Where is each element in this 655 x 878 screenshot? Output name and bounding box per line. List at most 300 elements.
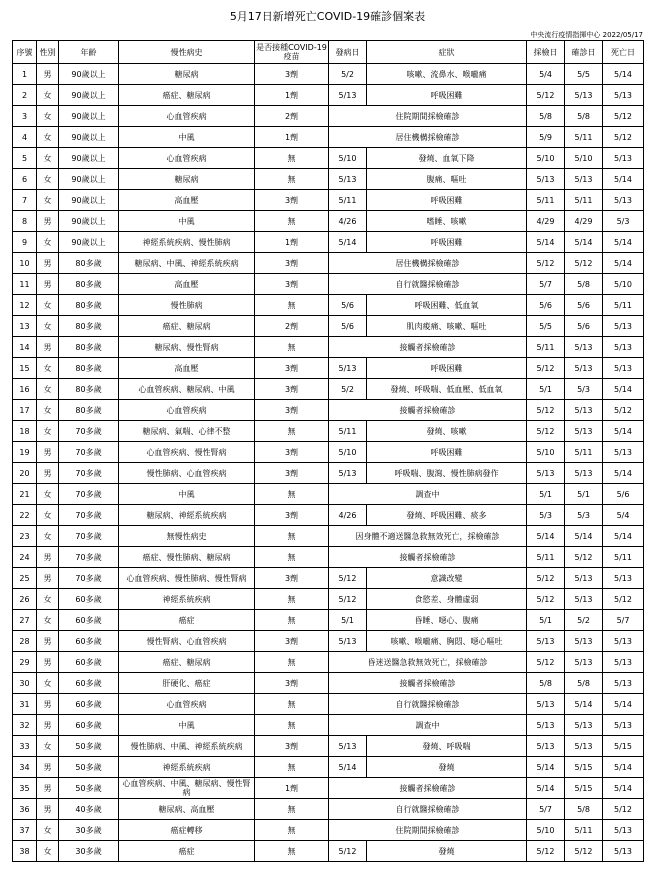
table-cell: 嗜睡、咳嗽 (367, 211, 527, 232)
table-row (13, 757, 644, 778)
table-cell: 3劑 (255, 568, 329, 589)
table-cell: 2劑 (255, 316, 329, 337)
table-cell: 5/14 (603, 169, 644, 190)
table-cell: 80多歲 (59, 274, 119, 295)
table-row (13, 295, 644, 316)
table-cell: 男 (37, 631, 59, 652)
table-cell: 18 (13, 421, 37, 442)
table-cell: 5/13 (565, 400, 603, 421)
table-cell: 無 (255, 841, 329, 862)
table-cell: 呼吸困難 (367, 232, 527, 253)
table-cell: 5/11 (527, 547, 565, 568)
table-cell: 5/1 (565, 484, 603, 505)
table-cell: 27 (13, 610, 37, 631)
table-cell: 中風 (119, 484, 255, 505)
table-cell: 5/8 (565, 799, 603, 820)
table-cell: 5/12 (329, 841, 367, 862)
table-cell: 3劑 (255, 673, 329, 694)
table-cell: 5/14 (603, 463, 644, 484)
table-cell: 糖尿病、氣喘、心律不整 (119, 421, 255, 442)
table-cell: 無 (255, 757, 329, 778)
table-cell: 5/3 (603, 211, 644, 232)
table-row (13, 568, 644, 589)
table-cell: 60多歲 (59, 589, 119, 610)
table-cell: 5/13 (329, 358, 367, 379)
table-cell: 5/12 (565, 841, 603, 862)
header-row (13, 41, 644, 64)
table-cell: 5/11 (565, 127, 603, 148)
table-cell: 5/13 (603, 337, 644, 358)
table-cell: 3劑 (255, 442, 329, 463)
table-row (13, 127, 644, 148)
table-cell: 70多歲 (59, 547, 119, 568)
table-row (13, 400, 644, 421)
table-cell: 5/8 (565, 274, 603, 295)
header-cell: 年齡 (59, 41, 119, 64)
table-cell: 肌肉痠痛、咳嗽、嘔吐 (367, 316, 527, 337)
table-row (13, 358, 644, 379)
table-cell: 住院期間採檢確診 (329, 820, 527, 841)
table-cell: 接觸者採檢確診 (329, 337, 527, 358)
table-cell: 糖尿病、中風、神經系統疾病 (119, 253, 255, 274)
table-cell: 調查中 (329, 484, 527, 505)
table-cell: 糖尿病 (119, 169, 255, 190)
table-cell: 5/11 (565, 820, 603, 841)
table-cell: 呼吸困難、低血氧 (367, 295, 527, 316)
table-cell: 21 (13, 484, 37, 505)
table-cell: 5/14 (603, 379, 644, 400)
table-cell: 發燒 (367, 841, 527, 862)
table-cell: 3劑 (255, 379, 329, 400)
table-cell: 女 (37, 820, 59, 841)
table-cell: 糖尿病 (119, 64, 255, 85)
table-row (13, 841, 644, 862)
table-cell: 5/13 (565, 358, 603, 379)
table-cell: 呼吸困難 (367, 358, 527, 379)
table-cell: 20 (13, 463, 37, 484)
table-row (13, 253, 644, 274)
table-cell: 無 (255, 295, 329, 316)
table-cell: 住院期間採檢確診 (329, 106, 527, 127)
table-cell: 發燒、呼吸困難、痰多 (367, 505, 527, 526)
table-row (13, 316, 644, 337)
table-cell: 男 (37, 757, 59, 778)
table-cell: 4/29 (527, 211, 565, 232)
table-row (13, 85, 644, 106)
table-cell: 5/9 (527, 127, 565, 148)
table-cell: 80多歲 (59, 379, 119, 400)
table-cell: 心血管疾病、中風、糖尿病、慢性腎病 (119, 778, 255, 799)
table-cell: 60多歲 (59, 715, 119, 736)
table-cell: 女 (37, 169, 59, 190)
table-cell: 5/14 (603, 526, 644, 547)
table-cell: 5/7 (603, 610, 644, 631)
table-cell: 4/26 (329, 211, 367, 232)
table-cell: 心血管疾病 (119, 400, 255, 421)
table-cell: 發燒、咳嗽 (367, 421, 527, 442)
table-cell: 女 (37, 505, 59, 526)
table-row (13, 463, 644, 484)
table-row (13, 190, 644, 211)
table-cell: 34 (13, 757, 37, 778)
table-cell: 70多歲 (59, 442, 119, 463)
table-cell: 1劑 (255, 778, 329, 799)
table-cell: 5/13 (329, 631, 367, 652)
table-cell: 50多歲 (59, 778, 119, 799)
table-cell: 5/13 (565, 421, 603, 442)
table-cell: 接觸者採檢確診 (329, 778, 527, 799)
table-cell: 居住機構採檢確診 (329, 127, 527, 148)
table-cell: 5/11 (565, 442, 603, 463)
table-cell: 5/8 (527, 673, 565, 694)
table-cell: 5/13 (603, 316, 644, 337)
table-cell: 19 (13, 442, 37, 463)
table-cell: 5/13 (603, 568, 644, 589)
table-cell: 心血管疾病 (119, 106, 255, 127)
table-cell: 無 (255, 148, 329, 169)
table-cell: 心血管疾病 (119, 694, 255, 715)
table-cell: 糖尿病、慢性腎病 (119, 337, 255, 358)
table-cell: 5/6 (329, 295, 367, 316)
table-cell: 1劑 (255, 85, 329, 106)
table-cell: 5/7 (527, 799, 565, 820)
table-cell: 無 (255, 169, 329, 190)
table-cell: 60多歲 (59, 673, 119, 694)
table-cell: 5/13 (527, 694, 565, 715)
table-row (13, 148, 644, 169)
table-cell: 癌症 (119, 841, 255, 862)
table-cell: 70多歲 (59, 526, 119, 547)
table-cell: 發燒、呼吸喘 (367, 736, 527, 757)
table-cell: 2 (13, 85, 37, 106)
table-cell: 無 (255, 526, 329, 547)
table-cell: 5/13 (527, 463, 565, 484)
table-cell: 5/13 (603, 148, 644, 169)
table-cell: 5/6 (565, 295, 603, 316)
table-cell: 慢性肺病、心血管疾病 (119, 463, 255, 484)
table-cell: 無 (255, 211, 329, 232)
table-cell: 3劑 (255, 463, 329, 484)
table-cell: 14 (13, 337, 37, 358)
table-cell: 神經系統疾病 (119, 757, 255, 778)
table-row (13, 442, 644, 463)
table-cell: 男 (37, 652, 59, 673)
table-cell: 5/1 (527, 610, 565, 631)
table-cell: 5/10 (565, 148, 603, 169)
table-cell: 70多歲 (59, 505, 119, 526)
table-cell: 男 (37, 568, 59, 589)
table-cell: 5/11 (603, 547, 644, 568)
table-cell: 5/8 (565, 106, 603, 127)
table-cell: 5/14 (527, 757, 565, 778)
table-cell: 5/13 (565, 85, 603, 106)
table-cell: 女 (37, 190, 59, 211)
header-cell: 慢性病史 (119, 41, 255, 64)
table-cell: 3劑 (255, 274, 329, 295)
table-cell: 5/15 (603, 736, 644, 757)
table-cell: 咳嗽、流鼻水、喉嚨痛 (367, 64, 527, 85)
table-cell: 無 (255, 610, 329, 631)
table-cell: 5/14 (329, 232, 367, 253)
table-cell: 高血壓 (119, 190, 255, 211)
table-cell: 5/2 (329, 64, 367, 85)
table-cell: 5/13 (329, 736, 367, 757)
table-cell: 70多歲 (59, 463, 119, 484)
table-cell: 5/13 (603, 442, 644, 463)
table-cell: 5/12 (527, 358, 565, 379)
table-cell: 5/14 (565, 694, 603, 715)
table-cell: 22 (13, 505, 37, 526)
table-cell: 心血管疾病、慢性肺病、慢性腎病 (119, 568, 255, 589)
table-cell: 50多歲 (59, 736, 119, 757)
table-cell: 5/14 (527, 232, 565, 253)
table-cell: 接觸者採檢確診 (329, 547, 527, 568)
table-cell: 80多歲 (59, 253, 119, 274)
table-cell: 90歲以上 (59, 169, 119, 190)
table-cell: 80多歲 (59, 337, 119, 358)
table-cell: 5/13 (603, 358, 644, 379)
table-cell: 5/12 (527, 589, 565, 610)
table-row (13, 736, 644, 757)
table-cell: 5/13 (527, 631, 565, 652)
table-cell: 80多歲 (59, 295, 119, 316)
table-row (13, 421, 644, 442)
table-cell: 5/12 (527, 841, 565, 862)
table-row (13, 820, 644, 841)
table-cell: 無 (255, 715, 329, 736)
table-cell: 90歲以上 (59, 85, 119, 106)
table-cell: 5/13 (329, 85, 367, 106)
table-cell: 30多歲 (59, 820, 119, 841)
table-row (13, 610, 644, 631)
table-cell: 男 (37, 715, 59, 736)
table-cell: 發燒、血氧下降 (367, 148, 527, 169)
table-cell: 無 (255, 547, 329, 568)
table-cell: 5/10 (329, 148, 367, 169)
table-cell: 糖尿病、神經系統疾病 (119, 505, 255, 526)
table-row (13, 379, 644, 400)
table-cell: 5/14 (603, 757, 644, 778)
table-cell: 36 (13, 799, 37, 820)
table-row (13, 694, 644, 715)
table-cell: 90歲以上 (59, 106, 119, 127)
table-cell: 5/5 (527, 316, 565, 337)
table-cell: 90歲以上 (59, 190, 119, 211)
table-cell: 5/13 (565, 631, 603, 652)
table-cell: 5/1 (329, 610, 367, 631)
table-cell: 食慾差、身體虛弱 (367, 589, 527, 610)
table-cell: 接觸者採檢確診 (329, 673, 527, 694)
table-cell: 呼吸困難 (367, 442, 527, 463)
table-cell: 5/12 (527, 421, 565, 442)
table-cell: 女 (37, 295, 59, 316)
table-row (13, 337, 644, 358)
table-cell: 3劑 (255, 505, 329, 526)
table-cell: 30 (13, 673, 37, 694)
table-cell: 5/11 (603, 295, 644, 316)
table-cell: 5/13 (329, 169, 367, 190)
table-row (13, 589, 644, 610)
table-cell: 調查中 (329, 715, 527, 736)
table-cell: 5/13 (603, 715, 644, 736)
table-row (13, 526, 644, 547)
table-cell: 80多歲 (59, 358, 119, 379)
table-cell: 神經系統疾病 (119, 589, 255, 610)
table-cell: 5/13 (527, 715, 565, 736)
table-cell: 32 (13, 715, 37, 736)
table-cell: 5/3 (565, 379, 603, 400)
table-cell: 5/13 (565, 589, 603, 610)
table-cell: 31 (13, 694, 37, 715)
table-cell: 高血壓 (119, 358, 255, 379)
table-cell: 男 (37, 211, 59, 232)
table-cell: 無 (255, 694, 329, 715)
table-cell: 5/6 (603, 484, 644, 505)
table-cell: 5/11 (329, 421, 367, 442)
table-cell: 5/10 (603, 274, 644, 295)
table-cell: 5/13 (565, 463, 603, 484)
table-cell: 呼吸困難 (367, 85, 527, 106)
table-cell: 3劑 (255, 253, 329, 274)
table-cell: 3劑 (255, 400, 329, 421)
table-cell: 5/11 (565, 190, 603, 211)
table-cell: 女 (37, 85, 59, 106)
table-cell: 80多歲 (59, 400, 119, 421)
table-cell: 癌症、慢性肺病、糖尿病 (119, 547, 255, 568)
table-row (13, 715, 644, 736)
table-cell: 慢性肺病 (119, 295, 255, 316)
header-cell: 死亡日 (603, 41, 644, 64)
table-cell: 因身體不適送醫急救無效死亡，採檢確診 (329, 526, 527, 547)
table-cell: 5/12 (329, 589, 367, 610)
table-cell: 神經系統疾病、慢性肺病 (119, 232, 255, 253)
table-cell: 慢性腎病、心血管疾病 (119, 631, 255, 652)
table-cell: 5/12 (565, 547, 603, 568)
table-cell: 5/10 (329, 442, 367, 463)
table-cell: 90歲以上 (59, 211, 119, 232)
table-cell: 24 (13, 547, 37, 568)
table-cell: 5/12 (603, 127, 644, 148)
table-cell: 5/13 (603, 820, 644, 841)
table-cell: 女 (37, 148, 59, 169)
table-cell: 7 (13, 190, 37, 211)
table-row (13, 673, 644, 694)
table-cell: 5/14 (603, 778, 644, 799)
table-cell: 女 (37, 106, 59, 127)
table-cell: 無 (255, 337, 329, 358)
table-row (13, 274, 644, 295)
table-cell: 女 (37, 379, 59, 400)
table-cell: 3劑 (255, 190, 329, 211)
table-cell: 5/10 (527, 148, 565, 169)
table-cell: 5/12 (527, 85, 565, 106)
table-cell: 5/14 (603, 694, 644, 715)
table-cell: 80多歲 (59, 316, 119, 337)
table-cell: 5/14 (603, 421, 644, 442)
table-cell: 慢性肺病、中風、神經系統疾病 (119, 736, 255, 757)
table-cell: 居住機構採檢確診 (329, 253, 527, 274)
table-cell: 5/4 (527, 64, 565, 85)
table-cell: 呼吸困難 (367, 190, 527, 211)
table-row (13, 169, 644, 190)
table-cell: 無 (255, 799, 329, 820)
table-row (13, 106, 644, 127)
table-cell: 5/5 (565, 64, 603, 85)
table-cell: 高血壓 (119, 274, 255, 295)
table-cell: 60多歲 (59, 610, 119, 631)
table-cell: 無 (255, 820, 329, 841)
table-cell: 腹痛、嘔吐 (367, 169, 527, 190)
case-table (12, 40, 644, 862)
table-cell: 60多歲 (59, 631, 119, 652)
table-cell: 無 (255, 652, 329, 673)
table-cell: 男 (37, 694, 59, 715)
table-cell: 3劑 (255, 358, 329, 379)
table-cell: 5/11 (527, 337, 565, 358)
table-cell: 50多歲 (59, 757, 119, 778)
table-cell: 女 (37, 610, 59, 631)
table-cell: 自行就醫採檢確診 (329, 274, 527, 295)
table-cell: 女 (37, 400, 59, 421)
table-cell: 發燒 (367, 757, 527, 778)
table-cell: 癌症、糖尿病 (119, 316, 255, 337)
header-cell: 是否接種COVID-19疫苗 (255, 41, 329, 64)
table-cell: 5/13 (565, 568, 603, 589)
table-cell: 癌症、糖尿病 (119, 85, 255, 106)
table-cell: 40多歲 (59, 799, 119, 820)
table-cell: 5/6 (329, 316, 367, 337)
header-cell: 性別 (37, 41, 59, 64)
table-cell: 1 (13, 64, 37, 85)
table-cell: 中風 (119, 715, 255, 736)
table-cell: 5/1 (527, 379, 565, 400)
table-cell: 中風 (119, 211, 255, 232)
table-cell: 1劑 (255, 232, 329, 253)
table-cell: 4 (13, 127, 37, 148)
table-cell: 30多歲 (59, 841, 119, 862)
table-cell: 無慢性病史 (119, 526, 255, 547)
table-cell: 女 (37, 127, 59, 148)
table-cell: 女 (37, 316, 59, 337)
table-cell: 5/14 (603, 253, 644, 274)
page-title: 5月17日新增死亡COVID-19確診個案表 (229, 10, 426, 23)
table-cell: 23 (13, 526, 37, 547)
table-row (13, 232, 644, 253)
table-cell: 5/12 (527, 253, 565, 274)
table-cell: 5/14 (329, 757, 367, 778)
table-cell: 5/11 (329, 190, 367, 211)
table-cell: 3劑 (255, 631, 329, 652)
table-cell: 女 (37, 358, 59, 379)
table-cell: 意識改變 (367, 568, 527, 589)
table-cell: 昏迷送醫急救無效死亡，採檢確診 (329, 652, 527, 673)
table-cell: 5/14 (527, 778, 565, 799)
table-cell: 呼吸喘、腹瀉、慢性肺病發作 (367, 463, 527, 484)
table-cell: 8 (13, 211, 37, 232)
table-cell: 4/26 (329, 505, 367, 526)
table-cell: 2劑 (255, 106, 329, 127)
table-cell: 5/2 (329, 379, 367, 400)
table-cell: 29 (13, 652, 37, 673)
table-cell: 5/12 (603, 400, 644, 421)
table-cell: 5/14 (565, 526, 603, 547)
table-cell: 5/13 (565, 169, 603, 190)
table-row (13, 505, 644, 526)
table-cell: 5/1 (527, 484, 565, 505)
table-cell: 5/14 (565, 232, 603, 253)
table-cell: 25 (13, 568, 37, 589)
table-cell: 5/4 (603, 505, 644, 526)
